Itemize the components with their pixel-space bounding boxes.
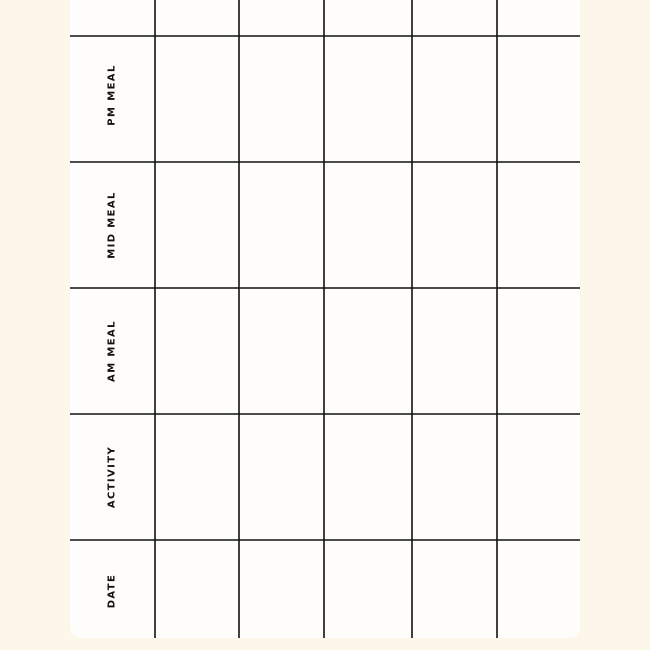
row-label-am-meal-text: AM MEAL [106, 320, 118, 382]
row-label-date-text: DATE [106, 573, 118, 609]
row-label-pm-meal-text: PM MEAL [106, 64, 118, 126]
row-label-activity-text: ACTIVITY [106, 445, 118, 509]
row-label-mid-meal-text: MID MEAL [106, 191, 118, 259]
